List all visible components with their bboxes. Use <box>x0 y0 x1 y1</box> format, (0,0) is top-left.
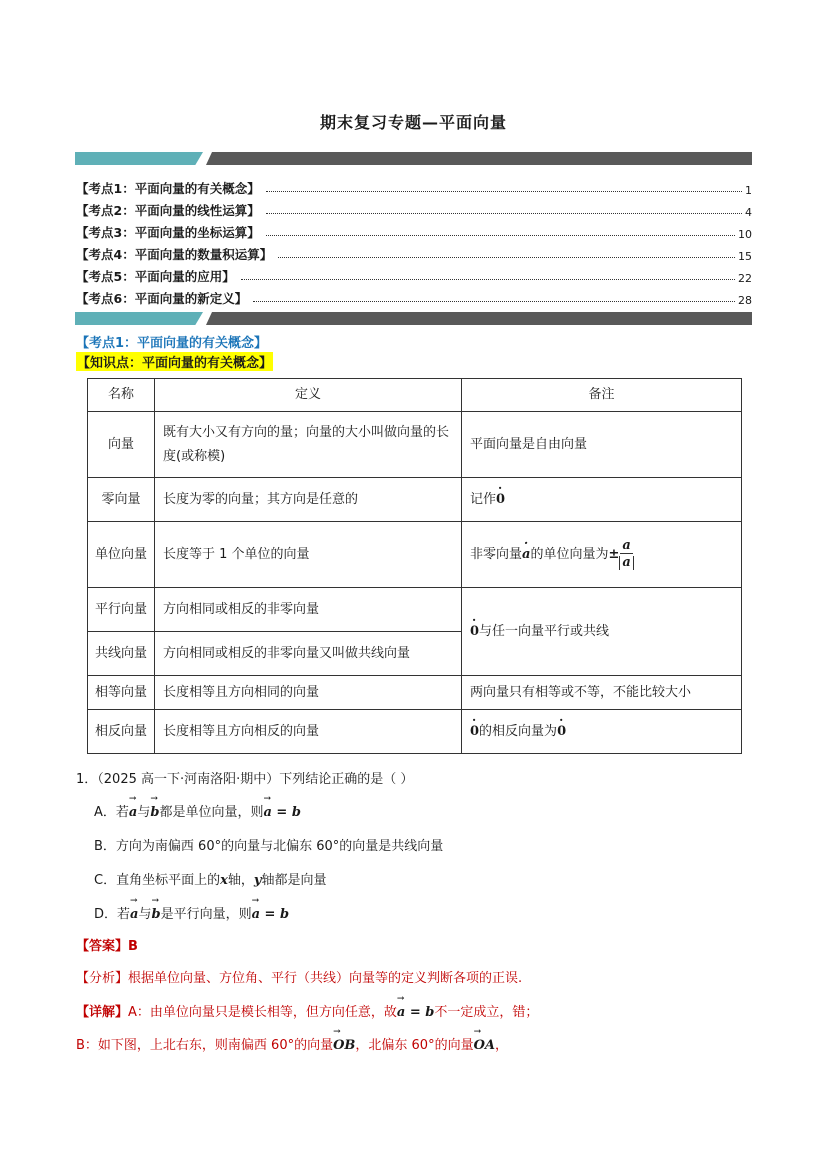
answer-line: 【答案】B <box>76 939 138 954</box>
toc-item[interactable]: 【考点4：平面向量的数量积运算】 15 <box>76 247 752 263</box>
toc-item[interactable]: 【考点1：平面向量的有关概念】 1 <box>76 181 752 197</box>
detail-line-a: 【详解】A：由单位向量只是模长相等，但方向任意，故→ a = b不一定成立，错； <box>76 1001 538 1020</box>
table-row: 零向量 长度为零的向量；其方向是任意的 记作· 0 <box>88 478 742 522</box>
question-stem: 1．（2025 高一下·河南洛阳·期中）下列结论正确的是（ ） <box>76 772 414 787</box>
toc-item[interactable]: 【考点2：平面向量的线性运算】 4 <box>76 203 752 219</box>
divider-band-bottom <box>75 312 752 325</box>
toc-item[interactable]: 【考点3：平面向量的坐标运算】 10 <box>76 225 752 241</box>
page-title: 期末复习专题—平面向量 <box>319 113 507 132</box>
divider-band-top <box>75 152 752 165</box>
table-row: 相等向量 长度相等且方向相同的向量 两向量只有相等或不等，不能比较大小 <box>88 676 742 710</box>
analysis-line: 【分析】根据单位向量、方位角、平行（共线）向量等的定义判断各项的正误. <box>76 971 523 986</box>
header-cell: 名称 <box>88 379 155 412</box>
option-d[interactable]: D．若→ a与→ b是平行向量，则→ a = b <box>94 903 289 922</box>
option-c[interactable]: C．直角坐标平面上的x轴，y轴都是向量 <box>94 873 327 888</box>
header-cell: 备注 <box>462 379 742 412</box>
option-b[interactable]: B．方向为南偏西 60°的向量与北偏东 60°的向量是共线向量 <box>94 839 444 854</box>
toc-item[interactable]: 【考点5：平面向量的应用】 22 <box>76 269 752 285</box>
option-a[interactable]: A．若→ a与→ b都是单位向量，则→ a = b <box>94 801 301 820</box>
table-header-row <box>88 379 742 412</box>
table-row: 共线向量 方向相同或相反的非零向量又叫做共线向量 <box>88 632 742 676</box>
table-of-contents <box>76 175 752 307</box>
knowledge-heading: 【知识点：平面向量的有关概念】 <box>76 352 273 371</box>
table-row: 相反向量 长度相等且方向相反的向量 · 0的相反向量为· 0 <box>88 710 742 754</box>
section-heading: 【考点1：平面向量的有关概念】 <box>76 336 268 351</box>
table-row: 单位向量 长度等于 1 个单位的向量 非零向量· a的单位向量为± $\frac{a}{a}$ <box>88 522 742 588</box>
unit-vector-fraction: $\frac{a}{a}$ <box>619 539 633 570</box>
table-row: 平行向量 方向相同或相反的非零向量 · 0与任一向量平行或共线 <box>88 588 742 632</box>
table-row: 向量 既有大小又有方向的量；向量的大小叫做向量的长度(或称模) 平面向量是自由向量 <box>88 412 742 478</box>
header-cell: 定义 <box>155 379 462 412</box>
concept-table <box>87 378 742 754</box>
toc-item[interactable]: 【考点6：平面向量的新定义】 28 <box>76 291 752 307</box>
detail-line-b: B：如下图，上北右东，则南偏西 60°的向量→ OB，北偏东 60°的向量→ OA， <box>76 1034 508 1053</box>
